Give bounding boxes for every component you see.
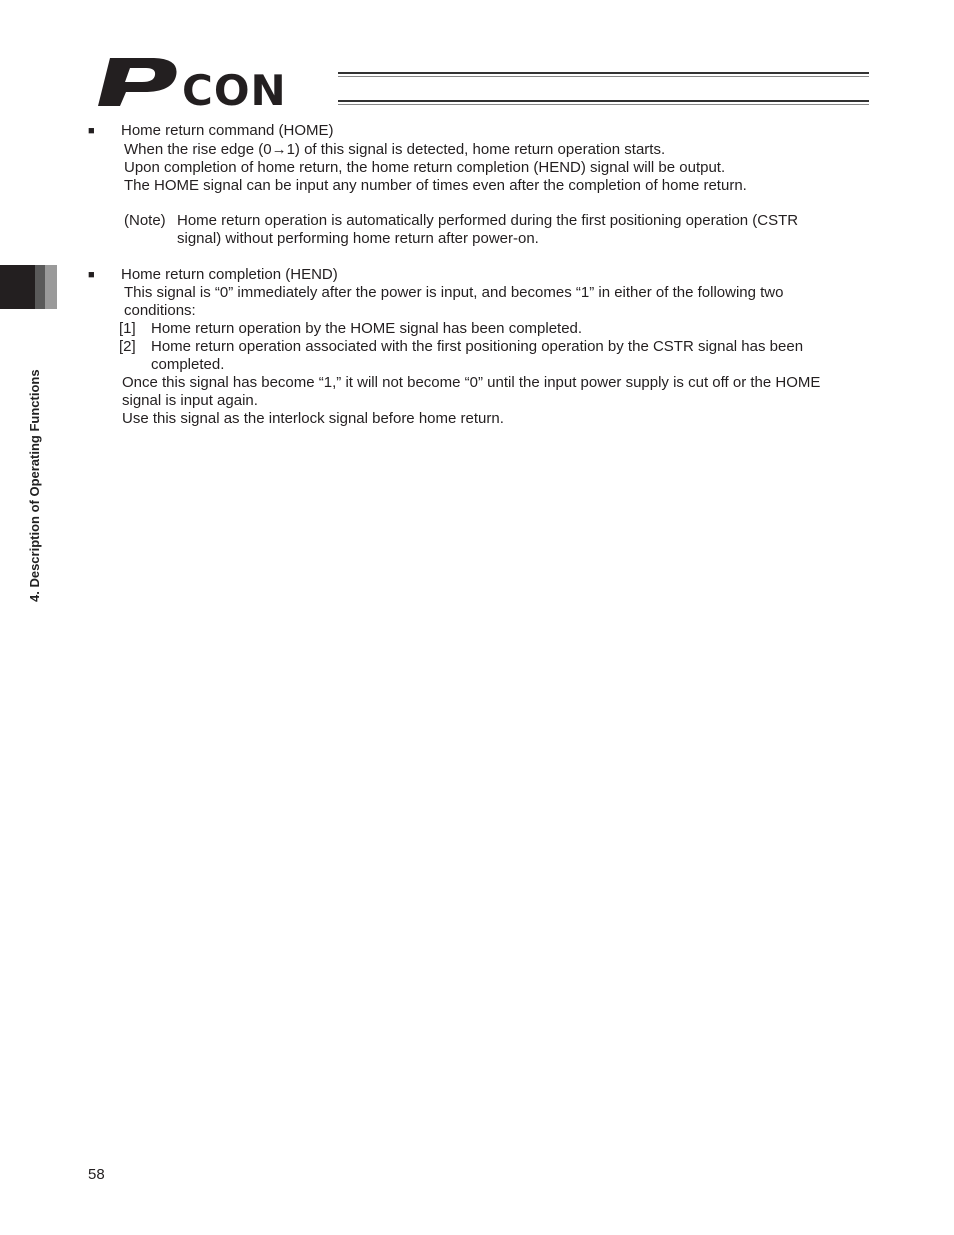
body-line: Use this signal as the interlock signal before home return. [122, 410, 504, 427]
note-label: (Note) [124, 212, 166, 229]
header-rule [338, 76, 869, 77]
chapter-tab-marker [0, 265, 57, 309]
page-number: 58 [88, 1166, 105, 1183]
body-line: Once this signal has become “1,” it will not become “0” until the input power supply is cut off or the HOME [122, 374, 821, 391]
body-line: conditions: [124, 302, 196, 319]
section-title-home: Home return command (HOME) [121, 122, 334, 139]
header-rule [338, 104, 869, 105]
section-title-hend: Home return completion (HEND) [121, 266, 338, 283]
pcon-logo [96, 54, 341, 110]
condition-number: [2] [119, 338, 136, 355]
note-line: signal) without performing home return after power-on. [177, 230, 539, 247]
chapter-title: 4. Description of Operating Functions [27, 369, 42, 602]
condition-line: Home return operation associated with the first positioning operation by the CSTR signal has been [151, 338, 804, 355]
body-line: signal is input again. [122, 392, 258, 409]
condition-line: Home return operation by the HOME signal has been completed. [151, 320, 583, 337]
header-rule [338, 100, 869, 102]
svg-text:CON: CON [182, 66, 287, 110]
body-line: This signal is “0” immediately after the power is input, and becomes “1” in either of the following two [124, 284, 784, 301]
header-rule [338, 72, 869, 74]
body-line: Upon completion of home return, the home return completion (HEND) signal will be output. [124, 159, 726, 176]
note-line: Home return operation is automatically performed during the first positioning operation (CSTR [177, 212, 799, 229]
condition-line: completed. [151, 356, 225, 373]
body-line: The HOME signal can be input any number of times even after the completion of home return. [124, 177, 747, 194]
bullet-icon: ■ [88, 125, 95, 137]
body-line: When the rise edge (0→1) of this signal is detected, home return operation starts. [124, 141, 666, 158]
bullet-icon: ■ [88, 269, 95, 281]
condition-number: [1] [119, 320, 136, 337]
